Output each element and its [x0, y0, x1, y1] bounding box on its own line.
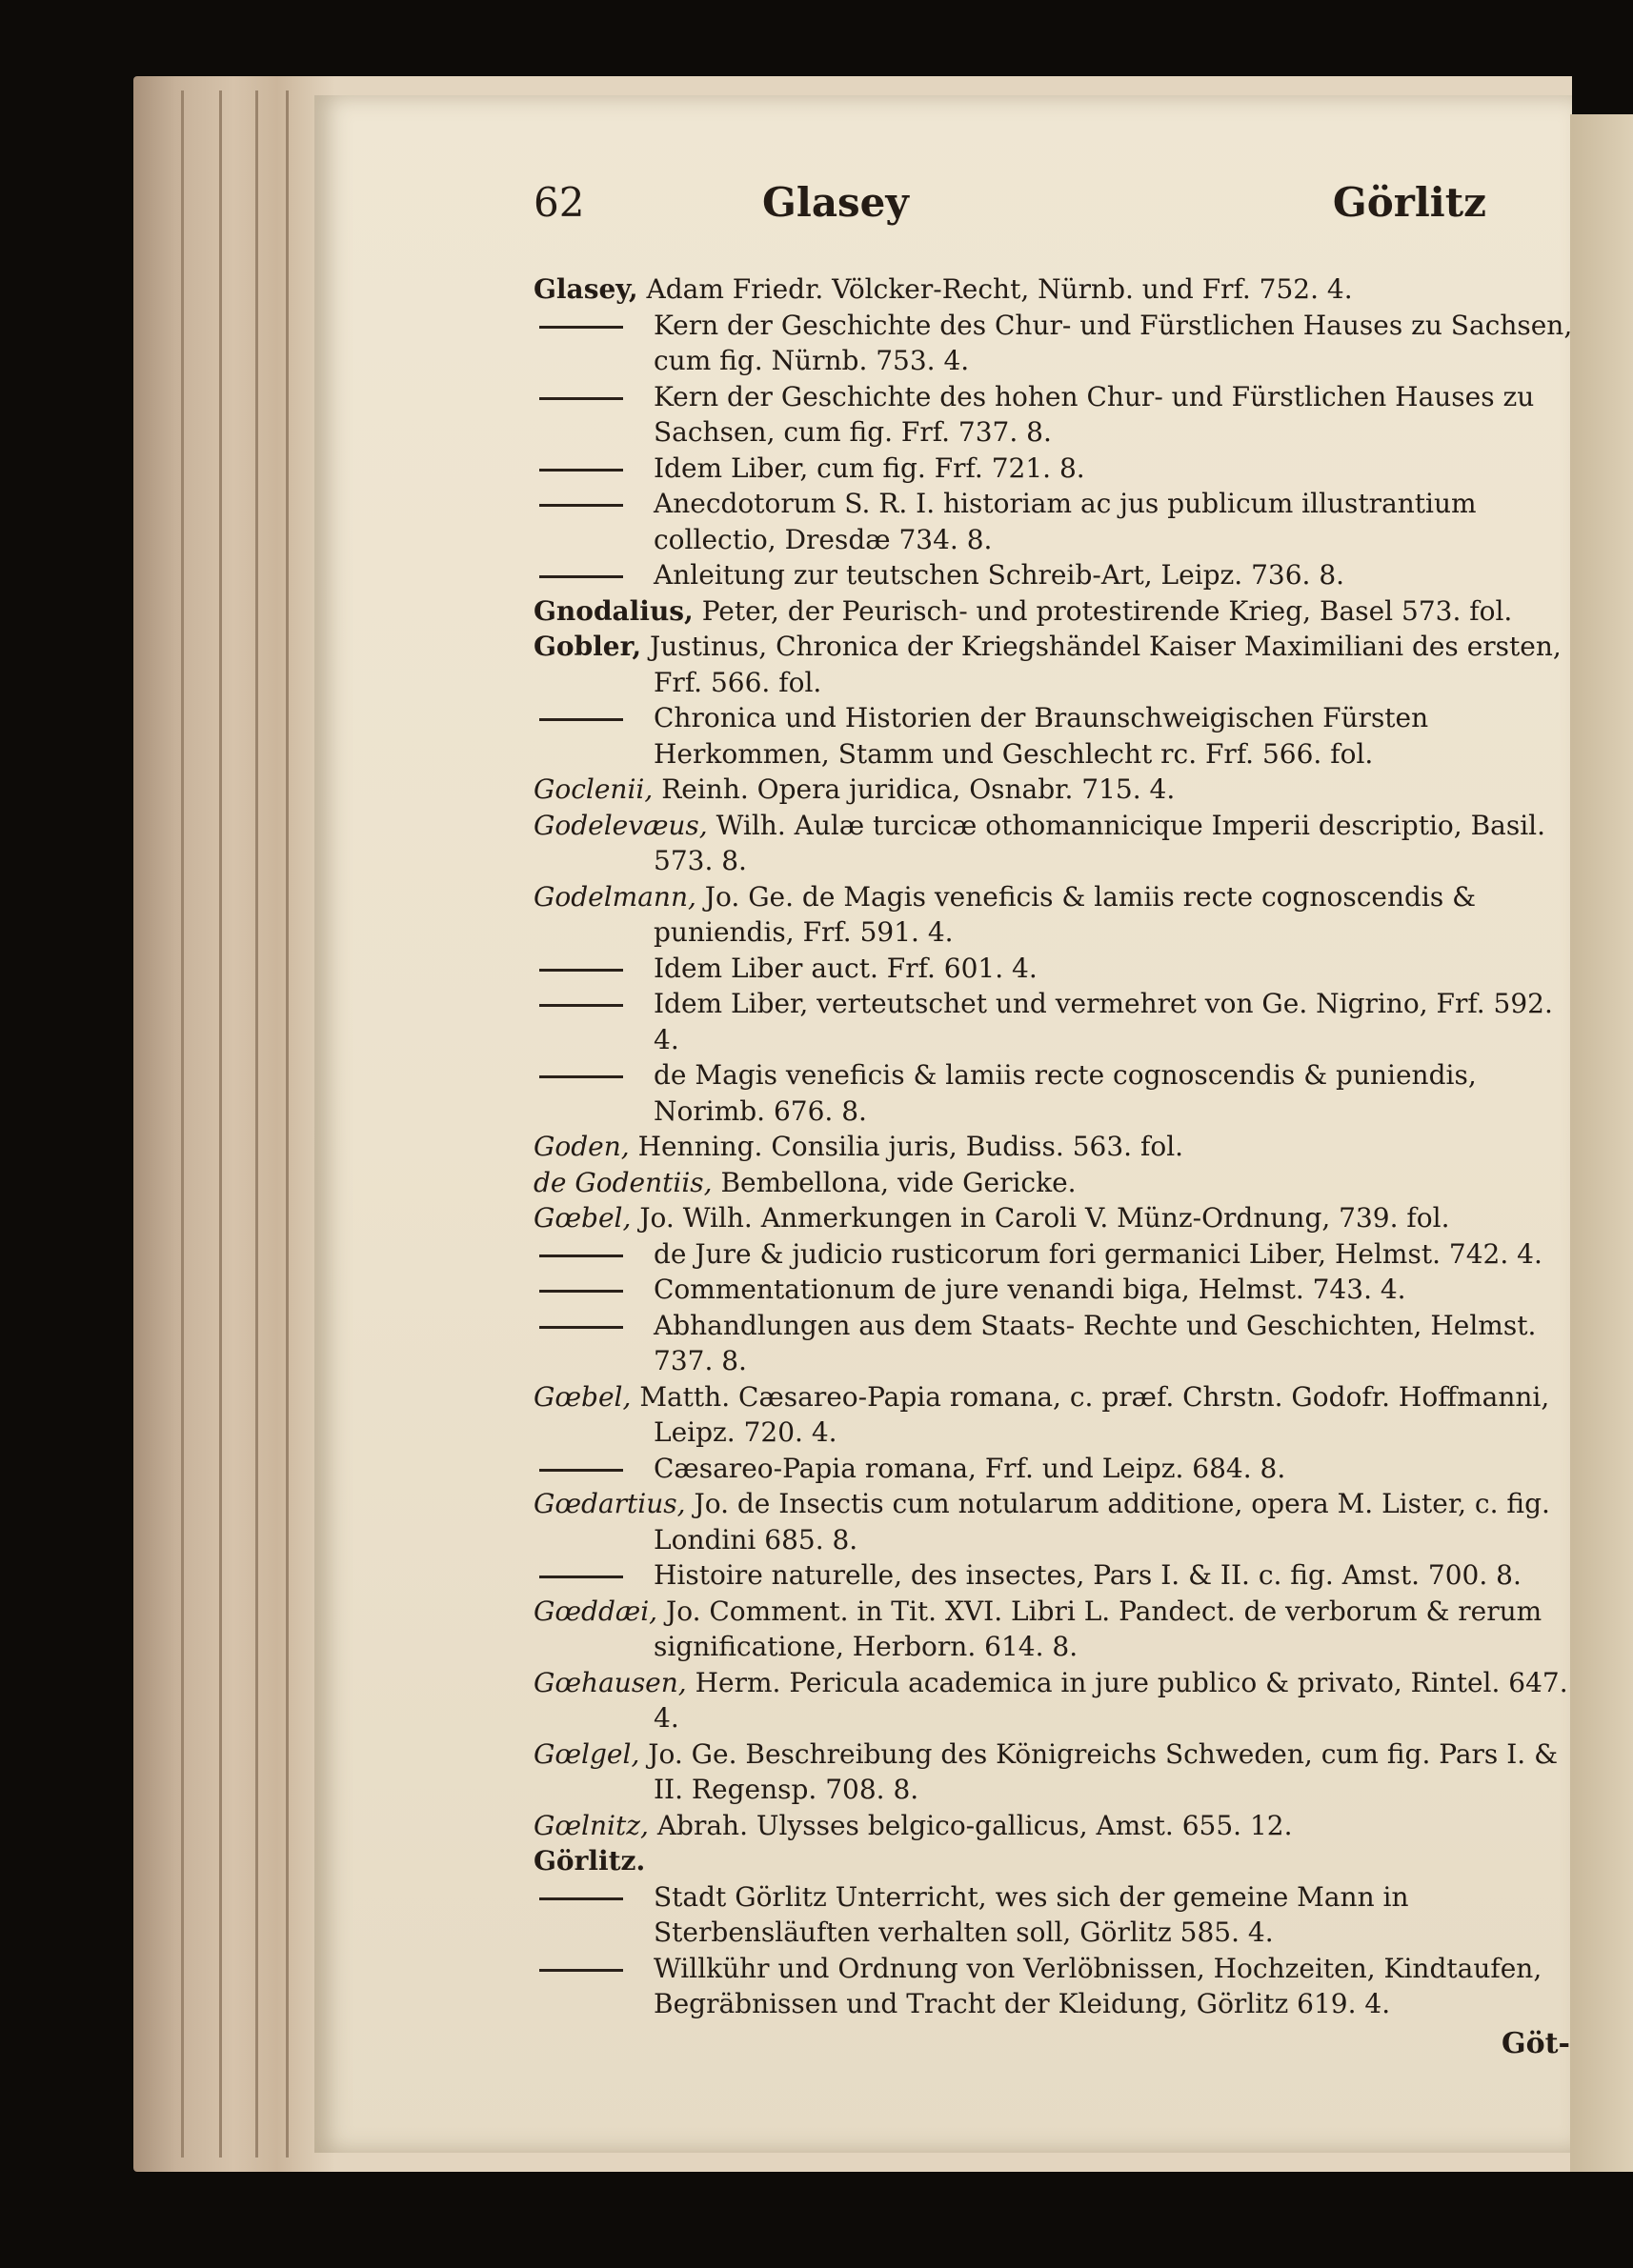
- ditto-dash: [539, 504, 623, 507]
- entry-text: Justinus, Chronica der Kriegshändel Kaiser Maximiliani des ersten, Frf. 566. fol.: [650, 631, 1562, 698]
- catalogue-entry: [534, 308, 1582, 379]
- entry-text: Idem Liber, verteutschet und vermehret von Ge. Nigrino, Frf. 592. 4.: [654, 988, 1553, 1055]
- entry-text: Matth. Cæsareo-Papia romana, c. præf. Chrstn. Godofr. Hoffmanni, Leipz. 720. 4.: [639, 1380, 1550, 1448]
- catalogue-entry: [534, 1486, 1582, 1557]
- ditto-dash: [539, 969, 623, 972]
- entry-author: Gœlnitz,: [534, 1809, 649, 1841]
- entry-author: de Godentiis,: [534, 1166, 713, 1198]
- entry-text: Jo. Ge. Beschreibung des Königreichs Schweden, cum fig. Pars I. & II. Regensp. 708. 8.: [648, 1737, 1558, 1805]
- catalogue-entry: [534, 1808, 1582, 1844]
- catalogue-entry: [534, 1236, 1582, 1273]
- catalogue-entry: [534, 271, 1582, 308]
- catalogue-entry: [534, 951, 1582, 987]
- entry-text: Herm. Pericula academica in jure publico & privato, Rintel. 647. 4.: [654, 1666, 1568, 1734]
- catalogue-entry: [534, 1594, 1582, 1665]
- catalogue-entry: [534, 808, 1582, 879]
- entry-text: Idem Liber, cum fig. Frf. 721. 8.: [654, 452, 1085, 484]
- entry-author: Gœbel,: [534, 1202, 632, 1234]
- ditto-dash: [539, 1290, 623, 1293]
- entry-text: Anleitung zur teutschen Schreib-Art, Leipz. 736. 8.: [654, 559, 1345, 591]
- catalogue-entries: [534, 271, 1582, 2022]
- catalogue-entry: [534, 986, 1582, 1057]
- entry-text: Cæsareo-Papia romana, Frf. und Leipz. 684. 8.: [654, 1452, 1286, 1484]
- catalogue-entry: [534, 1057, 1582, 1129]
- entry-author: Goclenii,: [534, 773, 654, 805]
- header-right-word: Görlitz: [1332, 179, 1486, 226]
- catalogue-entry: [534, 879, 1582, 951]
- entry-text: Henning. Consilia juris, Budiss. 563. fol.: [637, 1131, 1184, 1162]
- catalogue-entry: [534, 1308, 1582, 1379]
- page-edge: [181, 90, 184, 2158]
- ditto-dash: [539, 326, 623, 329]
- entry-text: Kern der Geschichte des hohen Chur- und Fürstlichen Hauses zu Sachsen, cum fig. Frf. 737. 8.: [654, 380, 1535, 448]
- catalogue-entry: [534, 379, 1582, 451]
- catalogue-entry: [534, 1379, 1582, 1451]
- entry-text: Reinh. Opera juridica, Osnabr. 715. 4.: [661, 773, 1176, 805]
- catalogue-entry: [534, 593, 1582, 630]
- entry-author: Godelmann,: [534, 880, 696, 913]
- entry-author: Gœbel,: [534, 1380, 632, 1413]
- entry-author: Gœhausen,: [534, 1666, 687, 1698]
- entry-author: Görlitz.: [534, 1845, 646, 1877]
- ditto-dash: [539, 1576, 623, 1578]
- entry-text: Jo. Comment. in Tit. XVI. Libri L. Pandect. de verborum & rerum significatione, Herborn. 614. 8.: [654, 1595, 1542, 1662]
- ditto-dash: [539, 1969, 623, 1972]
- entry-text: Commentationum de jure venandi biga, Helmst. 743. 4.: [654, 1274, 1406, 1305]
- entry-text: Abhandlungen aus dem Staats- Rechte und Geschichten, Helmst. 737. 8.: [654, 1309, 1537, 1376]
- entry-author: Gnodalius,: [534, 594, 694, 627]
- entry-text: Abrah. Ulysses belgico-gallicus, Amst. 655. 12.: [656, 1809, 1293, 1841]
- catalogue-entry: [534, 700, 1582, 772]
- catalogue-entry: [534, 772, 1582, 808]
- entry-text: Idem Liber auct. Frf. 601. 4.: [654, 952, 1038, 984]
- page-edge: [255, 90, 258, 2158]
- catalogue-entry: [534, 557, 1582, 593]
- ditto-dash: [539, 1469, 623, 1472]
- header-left-word: Glasey: [762, 179, 909, 226]
- entry-text: Willkühr und Ordnung von Verlöbnissen, Hochzeiten, Kindtaufen, Begräbnissen und Tracht der Kleidung, Görlitz 619. 4.: [654, 1952, 1542, 2019]
- catalogue-entry: [534, 1451, 1582, 1487]
- ditto-dash: [539, 1075, 623, 1078]
- entry-author: Gobler,: [534, 631, 642, 662]
- entry-author: Godelevæus,: [534, 809, 708, 841]
- ditto-dash: [539, 1326, 623, 1329]
- entry-author: Glasey,: [534, 273, 638, 305]
- catalogue-entry: [534, 486, 1582, 557]
- catalogue-entry: [534, 1200, 1582, 1236]
- entry-text: Peter, der Peurisch- und protestirende Krieg, Basel 573. fol.: [701, 594, 1513, 627]
- catalogue-entry: [534, 1879, 1582, 1951]
- entry-text: Chronica und Historien der Braunschweigischen Fürsten Herkommen, Stamm und Geschlecht rc. Frf. 566. fol.: [654, 702, 1429, 770]
- ditto-dash: [539, 397, 623, 400]
- entry-text: Histoire naturelle, des insectes, Pars I. & II. c. fig. Amst. 700. 8.: [654, 1559, 1522, 1591]
- entry-text: Jo. de Insectis cum notularum additione, opera M. Lister, c. fig. Londini 685. 8.: [654, 1488, 1550, 1555]
- entry-text: de Jure & judicio rusticorum fori germanici Liber, Helmst. 742. 4.: [654, 1237, 1542, 1270]
- entry-author: Gœddæi,: [534, 1595, 658, 1627]
- catalogue-entry: [534, 1843, 1582, 1879]
- entry-text: Wilh. Aulæ turcicæ othomannicique Imperii descriptio, Basil. 573. 8.: [654, 809, 1546, 876]
- catalogue-entry: [534, 1665, 1582, 1736]
- entry-author: Gœlgel,: [534, 1737, 640, 1770]
- ditto-dash: [539, 1254, 623, 1257]
- page-edge: [219, 90, 222, 2158]
- running-header: [534, 179, 1486, 236]
- entry-text: de Magis veneficis & lamiis recte cognoscendis & puniendis, Norimb. 676. 8.: [654, 1059, 1477, 1127]
- entry-author: Gœdartius,: [534, 1488, 686, 1519]
- entry-text: Kern der Geschichte des Chur- und Fürstlichen Hauses zu Sachsen, cum fig. Nürnb. 753. 4.: [654, 309, 1573, 376]
- entry-text: Adam Friedr. Völcker-Recht, Nürnb. und Frf. 752. 4.: [646, 273, 1353, 305]
- entry-text: Jo. Wilh. Anmerkungen in Caroli V. Münz-Ordnung, 739. fol.: [639, 1202, 1450, 1234]
- ditto-dash: [539, 1897, 623, 1900]
- entry-author: Goden,: [534, 1131, 630, 1162]
- catalogue-entry: [534, 451, 1582, 487]
- catchword: Göt-: [1502, 2027, 1570, 2060]
- ditto-dash: [539, 575, 623, 578]
- catalogue-entry: [534, 1129, 1582, 1165]
- ditto-dash: [539, 469, 623, 472]
- entry-text: Stadt Görlitz Unterricht, wes sich der gemeine Mann in Sterbensläuften verhalten soll, Görlitz 585. 4.: [654, 1880, 1409, 1948]
- catalogue-entry: [534, 1951, 1582, 2022]
- entry-text: Anecdotorum S. R. I. historiam ac jus publicum illustrantium collectio, Dresdæ 734. 8.: [654, 488, 1477, 555]
- catalogue-entry: [534, 1736, 1582, 1808]
- entry-text: Bembellona, vide Gericke.: [720, 1166, 1077, 1198]
- page-edge: [286, 90, 289, 2158]
- catalogue-entry: [534, 629, 1582, 700]
- entry-text: Jo. Ge. de Magis veneficis & lamiis recte cognoscendis & puniendis, Frf. 591. 4.: [654, 880, 1477, 948]
- ditto-dash: [539, 718, 623, 721]
- page-number: 62: [534, 179, 585, 226]
- catalogue-entry: [534, 1272, 1582, 1308]
- catalogue-entry: [534, 1165, 1582, 1201]
- ditto-dash: [539, 1004, 623, 1007]
- catalogue-entry: [534, 1557, 1582, 1594]
